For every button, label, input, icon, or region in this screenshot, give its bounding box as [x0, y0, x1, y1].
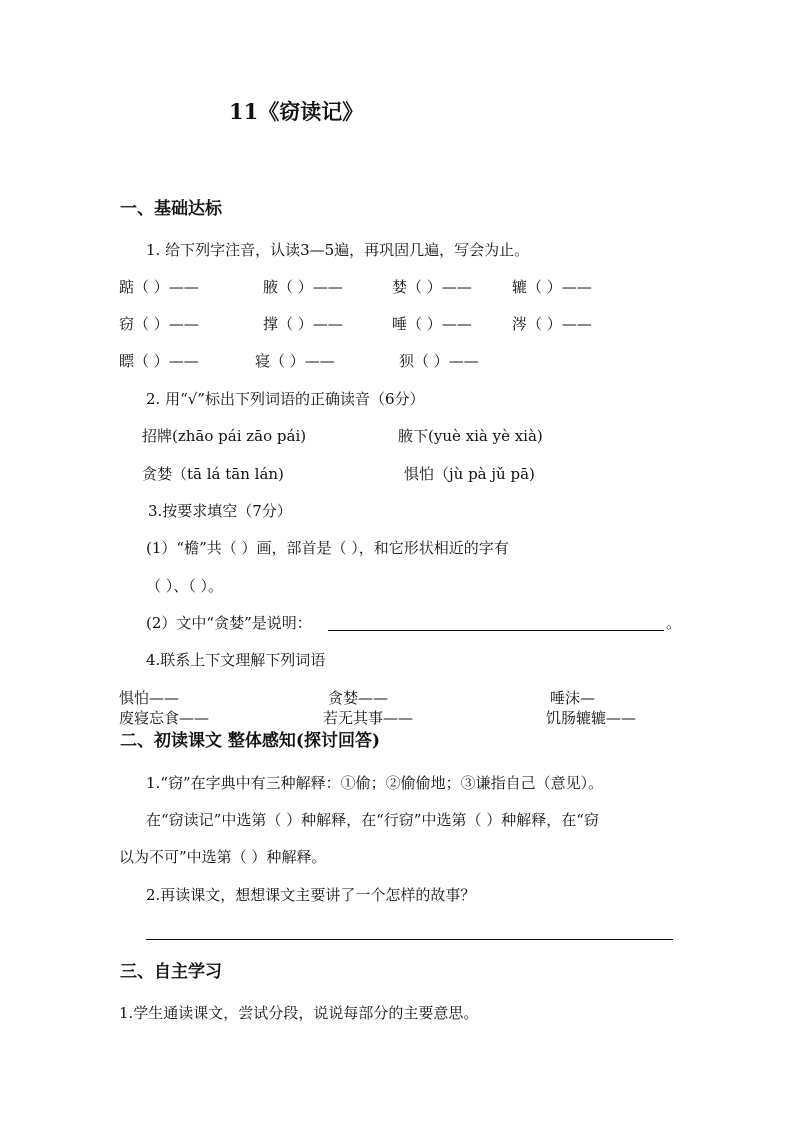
- s3-q1: 1.学生通读课文，尝试分段，说说每部分的主要意思。: [119, 1004, 479, 1022]
- s2-q1-line2: 在“窃读记”中选第（ ）种解释，在“行窃”中选第（ ）种解释，在“窃: [146, 811, 599, 829]
- pinyin-item: 贪婪（tā lá tān lán): [142, 465, 284, 483]
- section-heading-2: 二、初读课文 整体感知(探讨回答): [120, 731, 381, 751]
- answer-line[interactable]: [328, 630, 664, 631]
- s2-q1-line3: 以为不可”中选第（ ）种解释。: [119, 848, 327, 866]
- answer-line[interactable]: [146, 939, 673, 940]
- q1-prompt: 1. 给下列字注音，认读3—5遍，再巩固几遍，写会为止。: [146, 241, 530, 259]
- q3-prompt: 3.按要求填空（7分）: [148, 502, 292, 520]
- char-item: 寝（ ）——: [255, 352, 335, 370]
- char-item: 辘（ ）——: [512, 278, 592, 296]
- q2-prompt: 2. 用“√”标出下列词语的正确读音（6分）: [146, 390, 425, 408]
- char-item: 撑（ ）——: [263, 315, 343, 333]
- char-item: 窃（ ）——: [119, 315, 199, 333]
- q3-line3-suffix: 。: [666, 614, 682, 632]
- q3-line1: (1）“檐”共（ ）画，部首是（ ），和它形状相近的字有: [146, 539, 509, 557]
- vocab-item: 唾沫—: [550, 689, 596, 707]
- vocab-item: 贪婪——: [328, 689, 389, 707]
- q3-line2: （ ）、（ ）。: [146, 577, 224, 595]
- char-item: 腋（ ）——: [263, 278, 343, 296]
- char-item: 婪（ ）——: [392, 278, 472, 296]
- section-heading-1: 一、基础达标: [120, 199, 222, 219]
- pinyin-item: 腋下(yuè xià yè xià): [398, 427, 543, 445]
- vocab-item: 惧怕——: [119, 689, 180, 707]
- s2-q1-line1: 1.“窃”在字典中有三种解释：①偷；②偷偷地；③谦指自己（意见）。: [146, 774, 604, 792]
- pinyin-item: 惧怕（jù pà jǔ pā): [404, 465, 535, 483]
- pinyin-item: 招牌(zhāo pái zāo pái): [142, 427, 307, 445]
- q4-prompt: 4.联系上下文理解下列词语: [146, 651, 326, 669]
- char-item: 涔（ ）——: [512, 315, 592, 333]
- char-item: 瞟（ ）——: [119, 352, 199, 370]
- vocab-item: 饥肠辘辘——: [546, 709, 637, 727]
- s2-q2: 2.再读课文，想想课文主要讲了一个怎样的故事？: [146, 886, 476, 904]
- page-title: 11《窃读记》: [229, 99, 364, 124]
- char-item: 踮（ ）——: [119, 278, 199, 296]
- section-heading-3: 三、自主学习: [120, 962, 222, 982]
- vocab-item: 废寝忘食——: [119, 709, 210, 727]
- q3-line3-prefix: (2）文中“贪婪”是说明：: [146, 614, 312, 632]
- vocab-item: 若无其事——: [323, 709, 414, 727]
- char-item: 唾（ ）——: [392, 315, 472, 333]
- char-item: 狈（ ）——: [399, 352, 479, 370]
